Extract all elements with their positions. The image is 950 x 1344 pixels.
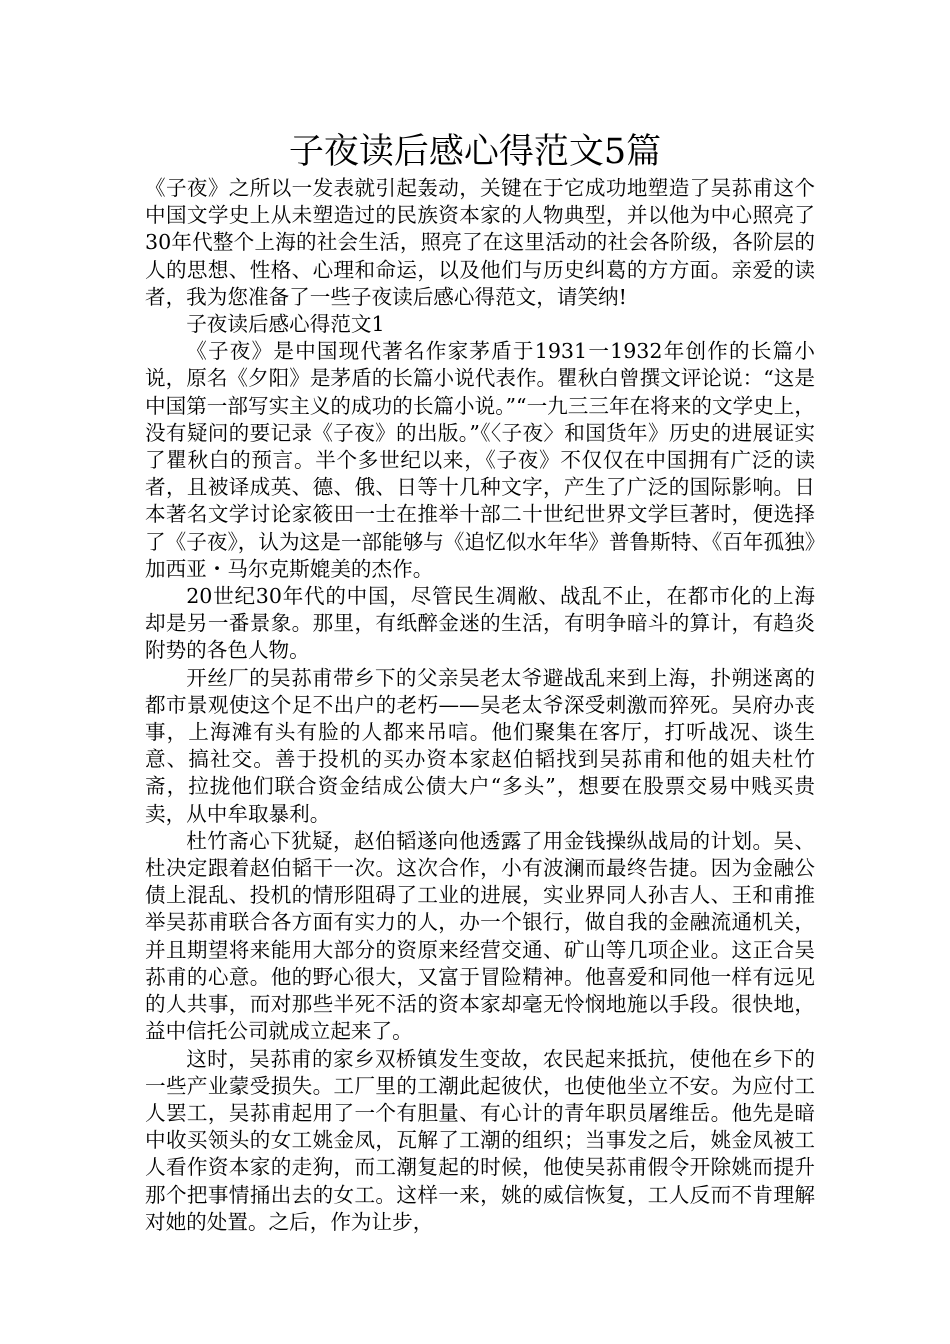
- body-paragraph: 开丝厂的吴荪甫带乡下的父亲吴老太爷避战乱来到上海，扑朔迷离的都市景观使这个足不出户的老朽——吴老太爷深受刺激而猝死。吴府办丧事，上海滩有头有脸的人都来吊唁。他们聚集在客厅，打听战况、谈生意、搞社交。善于投机的买办资本家赵伯韬找到吴荪甫和他的姐夫杜竹斋，拉拢他们联合资金结成公债大户“多头”，想要在股票交易中贱买贵卖，从中牟取暴利。: [145, 665, 815, 826]
- document-body: [145, 175, 815, 1236]
- body-paragraph: 杜竹斋心下犹疑，赵伯韬遂向他透露了用金钱操纵战局的计划。吴、杜决定跟着赵伯韬干一次。这次合作，小有波澜而最终告捷。因为金融公债上混乱、投机的情形阻碍了工业的进展，实业界同人孙吉人、王和甫推举吴荪甫联合各方面有实力的人，办一个银行，做自我的金融流通机关，并且期望将来能用大部分的资原来经营交通、矿山等几项企业。这正合吴荪甫的心意。他的野心很大，又富于冒险精神。他喜爱和同他一样有远见的人共事，而对那些半死不活的资本家却毫无怜悯地施以手段。很快地，益中信托公司就成立起来了。: [145, 828, 815, 1044]
- section-heading: 子夜读后感心得范文1: [186, 312, 385, 337]
- body-paragraph: 这时，吴荪甫的家乡双桥镇发生变故，农民起来抵抗，使他在乡下的一些产业蒙受损失。工厂里的工潮此起彼伏，也使他坐立不安。为应付工人罢工，吴荪甫起用了一个有胆量、有心计的青年职员屠维岳。他先是暗中收买领头的女工姚金凤，瓦解了工潮的组织；当事发之后，姚金凤被工人看作资本家的走狗，而工潮复起的时候，他使吴荪甫假令开除姚而提升那个把事情捅出去的女工。这样一来，姚的威信恢复，工人反而不肯理解对她的处置。之后，作为让步，: [145, 1046, 815, 1234]
- body-paragraph: 20世纪30年代的中国，尽管民生凋敝、战乱不止，在都市化的上海却是另一番景象。那里，有纸醉金迷的生活，有明争暗斗的算计，有趋炎附势的各色人物。: [145, 584, 815, 663]
- body-paragraph: 《子夜》是中国现代著名作家茅盾于1931一1932年创作的长篇小说，原名《夕阳》是茅盾的长篇小说代表作。瞿秋白曾撰文评论说：“这是中国第一部写实主义的成功的长篇小说。”“一九三三年在将来的文学史上，没有疑问的要记录《子夜》的出版。”《〈子夜〉和国货年》历史的进展证实了瞿秋白的预言。半个多世纪以来，《子夜》不仅仅在中国拥有广泛的读者，且被译成英、德、俄、日等十几种文字，产生了广泛的国际影响。日本著名文学讨论家筱田一士在推举十部二十世纪世界文学巨著时，便选择了《子夜》，认为这是一部能够与《追忆似水年华》普鲁斯特、《百年孤独》加西亚・马尔克斯媲美的杰作。: [145, 339, 815, 581]
- document-title: 子夜读后感心得范文5篇: [288, 132, 662, 172]
- intro-paragraph: 《子夜》之所以一发表就引起轰动，关键在于它成功地塑造了吴荪甫这个中国文学史上从未塑造过的民族资本家的人物典型，并以他为中心照亮了30年代整个上海的社会生活，照亮了在这里活动的社会各阶级，各阶层的人的思想、性格、心理和命运，以及他们与历史纠葛的方方面。亲爱的读者，我为您准备了一些子夜读后感心得范文，请笑纳!: [145, 176, 815, 309]
